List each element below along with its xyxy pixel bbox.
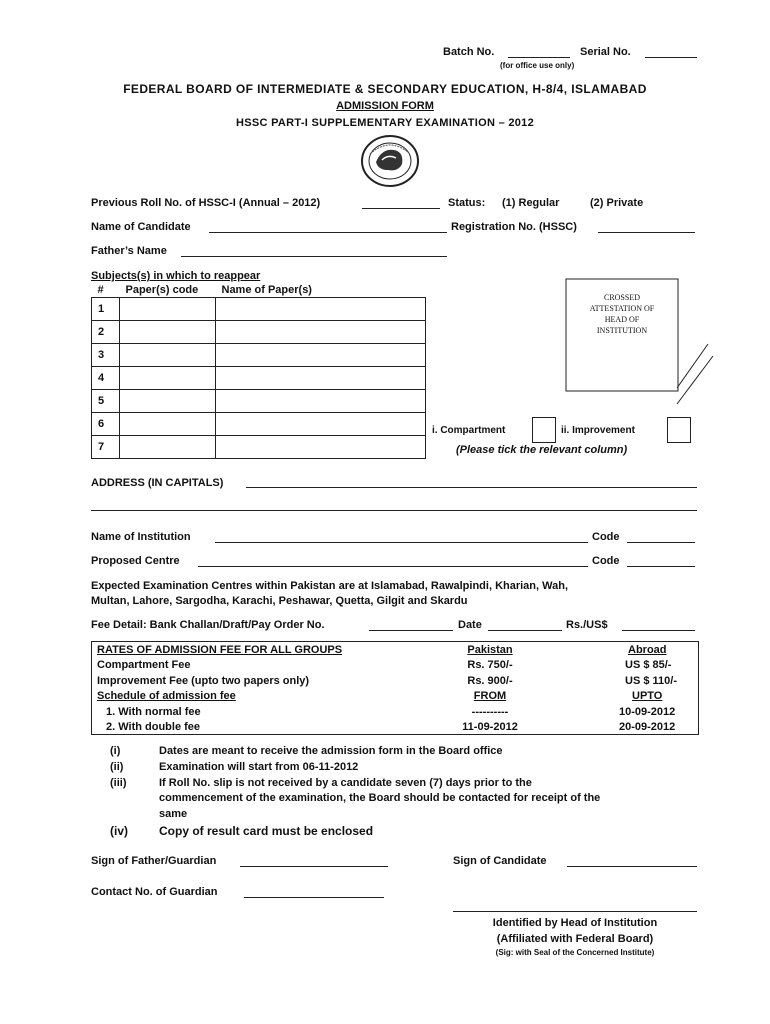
status-private[interactable]: (2) Private xyxy=(590,197,644,209)
father-label: Father’s Name xyxy=(91,245,167,257)
attestation-line: HEAD OF xyxy=(604,315,640,324)
centre-label: Proposed Centre xyxy=(91,555,180,567)
tick-note: (Please tick the relevant column) xyxy=(456,444,628,456)
col-header-number: # xyxy=(97,284,104,296)
note-text: Examination will start from 06-11-2012 xyxy=(159,761,359,773)
fee-table-title: RATES OF ADMISSION FEE FOR ALL GROUPS xyxy=(97,644,343,656)
note-number: (iv) xyxy=(110,824,128,838)
improvement-fee-pk: Rs. 900/- xyxy=(467,675,513,687)
compartment-checkbox[interactable] xyxy=(532,417,556,443)
upto-header: UPTO xyxy=(632,690,663,702)
compartment-fee-label: Compartment Fee xyxy=(97,659,191,671)
note-text-bold: Copy of result card must be enclosed xyxy=(159,824,374,838)
note-number: (iii) xyxy=(110,777,127,789)
centre-code-label: Code xyxy=(592,555,620,567)
table-row xyxy=(92,436,426,459)
fee-amount-field[interactable] xyxy=(622,630,695,631)
row-number: 7 xyxy=(92,436,120,459)
centres-line: Multan, Lahore, Sargodha, Karachi, Peshawar, Quetta, Gilgit and Skardu xyxy=(91,595,468,607)
attestation-line: INSTITUTION xyxy=(596,326,648,335)
pakistan-header: Pakistan xyxy=(467,644,513,656)
paper-code-cell[interactable] xyxy=(120,367,216,390)
improvement-label: ii. Improvement xyxy=(561,425,635,436)
col-header-code: Paper(s) code xyxy=(125,284,199,296)
office-note: (for office use only) xyxy=(500,61,575,70)
affiliated-label: (Affiliated with Federal Board) xyxy=(496,933,654,945)
normal-fee-label: 1. With normal fee xyxy=(106,706,201,718)
centres-line: Expected Examination Centres within Pakistan are at Islamabad, Rawalpindi, Kharian, Wah, xyxy=(91,580,569,592)
row-number: 4 xyxy=(92,367,120,390)
row-number: 2 xyxy=(92,321,120,344)
status-regular[interactable]: (1) Regular xyxy=(502,197,560,209)
seal-note: (Sig: with Seal of the Concerned Institute) xyxy=(495,948,655,957)
table-row xyxy=(92,321,426,344)
compartment-fee-abroad: US $ 85/- xyxy=(625,659,672,671)
registration-label: Registration No. (HSSC) xyxy=(451,221,577,233)
identified-label: Identified by Head of Institution xyxy=(492,917,658,929)
board-name: FEDERAL BOARD OF INTERMEDIATE & SECONDARY EDUCATION, H-8/4, ISLAMABAD xyxy=(123,82,647,96)
paper-name-cell[interactable] xyxy=(216,344,426,367)
address-label: ADDRESS (IN CAPITALS) xyxy=(91,477,224,489)
attestation-line: ATTESTATION OF xyxy=(589,304,655,313)
paper-code-cell[interactable] xyxy=(120,298,216,321)
paper-name-cell[interactable] xyxy=(216,298,426,321)
exam-title: HSSC PART-I SUPPLEMENTARY EXAMINATION – 2012 xyxy=(235,117,535,129)
institution-code-field[interactable] xyxy=(627,542,695,543)
paper-name-cell[interactable] xyxy=(216,413,426,436)
contact-label: Contact No. of Guardian xyxy=(91,886,218,898)
fee-amount-label: Rs./US$ xyxy=(566,619,608,631)
paper-code-cell[interactable] xyxy=(120,413,216,436)
improvement-checkbox[interactable] xyxy=(667,417,691,443)
row-number: 6 xyxy=(92,413,120,436)
registration-field[interactable] xyxy=(598,232,695,233)
table-row xyxy=(92,344,426,367)
note-text: commencement of the examination, the Board should be contacted for receipt of the xyxy=(159,792,601,804)
serial-field[interactable] xyxy=(645,57,697,58)
institution-code-label: Code xyxy=(592,531,620,543)
note-text: same xyxy=(159,808,188,820)
father-sign-label: Sign of Father/Guardian xyxy=(91,855,217,867)
improvement-fee-abroad: US $ 110/- xyxy=(625,675,677,687)
note-number: (i) xyxy=(110,745,121,757)
board-seal-logo xyxy=(358,134,422,188)
candidate-field[interactable] xyxy=(209,232,447,233)
challan-field[interactable] xyxy=(369,630,453,631)
compartment-label: i. Compartment xyxy=(432,425,506,436)
note-text: If Roll No. slip is not received by a candidate seven (7) days prior to the xyxy=(159,777,532,789)
exam-centres-text xyxy=(91,579,568,609)
fee-date-label: Date xyxy=(458,619,482,631)
paper-name-cell[interactable] xyxy=(216,367,426,390)
address-field-line1[interactable] xyxy=(246,487,697,488)
table-row xyxy=(92,390,426,413)
subjects-heading: Subjects(s) in which to reappear xyxy=(91,270,261,282)
double-fee-from: 11-09-2012 xyxy=(462,721,518,733)
note-number: (ii) xyxy=(110,761,124,773)
paper-code-cell[interactable] xyxy=(120,390,216,413)
serial-label: Serial No. xyxy=(580,46,631,58)
schedule-label: Schedule of admission fee xyxy=(97,690,236,702)
paper-name-cell[interactable] xyxy=(216,321,426,344)
attestation-line: CROSSED xyxy=(603,293,640,302)
normal-fee-upto: 10-09-2012 xyxy=(619,706,676,718)
table-row xyxy=(92,298,426,321)
centre-field[interactable] xyxy=(198,566,588,567)
abroad-header: Abroad xyxy=(628,644,667,656)
institution-field[interactable] xyxy=(215,542,588,543)
paper-name-cell[interactable] xyxy=(216,436,426,459)
table-row xyxy=(92,413,426,436)
from-header: FROM xyxy=(473,690,507,702)
paper-code-cell[interactable] xyxy=(120,436,216,459)
form-title: ADMISSION FORM xyxy=(336,100,434,112)
address-field-line2[interactable] xyxy=(91,510,697,511)
note-text: Dates are meant to receive the admission form in the Board office xyxy=(159,745,503,757)
candidate-label: Name of Candidate xyxy=(91,221,191,233)
double-fee-label: 2. With double fee xyxy=(106,721,201,733)
normal-fee-from: ---------- xyxy=(471,706,509,718)
row-number: 5 xyxy=(92,390,120,413)
subjects-table xyxy=(91,283,426,459)
father-sign-field[interactable] xyxy=(240,866,388,867)
centre-code-field[interactable] xyxy=(627,566,695,567)
paper-code-cell[interactable] xyxy=(120,321,216,344)
double-fee-upto: 20-09-2012 xyxy=(619,721,676,733)
head-sign-field[interactable] xyxy=(453,911,697,912)
table-row xyxy=(92,367,426,390)
row-number: 1 xyxy=(92,298,120,321)
attestation-text xyxy=(566,292,678,336)
paper-code-cell[interactable] xyxy=(120,344,216,367)
paper-name-cell[interactable] xyxy=(216,390,426,413)
row-number: 3 xyxy=(92,344,120,367)
fee-detail-label: Fee Detail: Bank Challan/Draft/Pay Order No. xyxy=(91,619,325,631)
status-label: Status: xyxy=(448,197,486,209)
candidate-sign-label: Sign of Candidate xyxy=(453,855,547,867)
fee-date-field[interactable] xyxy=(488,630,562,631)
batch-label: Batch No. xyxy=(443,46,495,58)
contact-field[interactable] xyxy=(244,897,384,898)
prev-roll-label: Previous Roll No. of HSSC-I (Annual – 2012) xyxy=(91,197,321,209)
improvement-fee-label: Improvement Fee (upto two papers only) xyxy=(97,675,310,687)
institution-label: Name of Institution xyxy=(91,531,191,543)
father-field[interactable] xyxy=(181,256,447,257)
compartment-fee-pk: Rs. 750/- xyxy=(467,659,513,671)
col-header-name: Name of Paper(s) xyxy=(221,284,312,296)
prev-roll-field[interactable] xyxy=(362,208,440,209)
batch-field[interactable] xyxy=(508,57,570,58)
candidate-sign-field[interactable] xyxy=(567,866,697,867)
